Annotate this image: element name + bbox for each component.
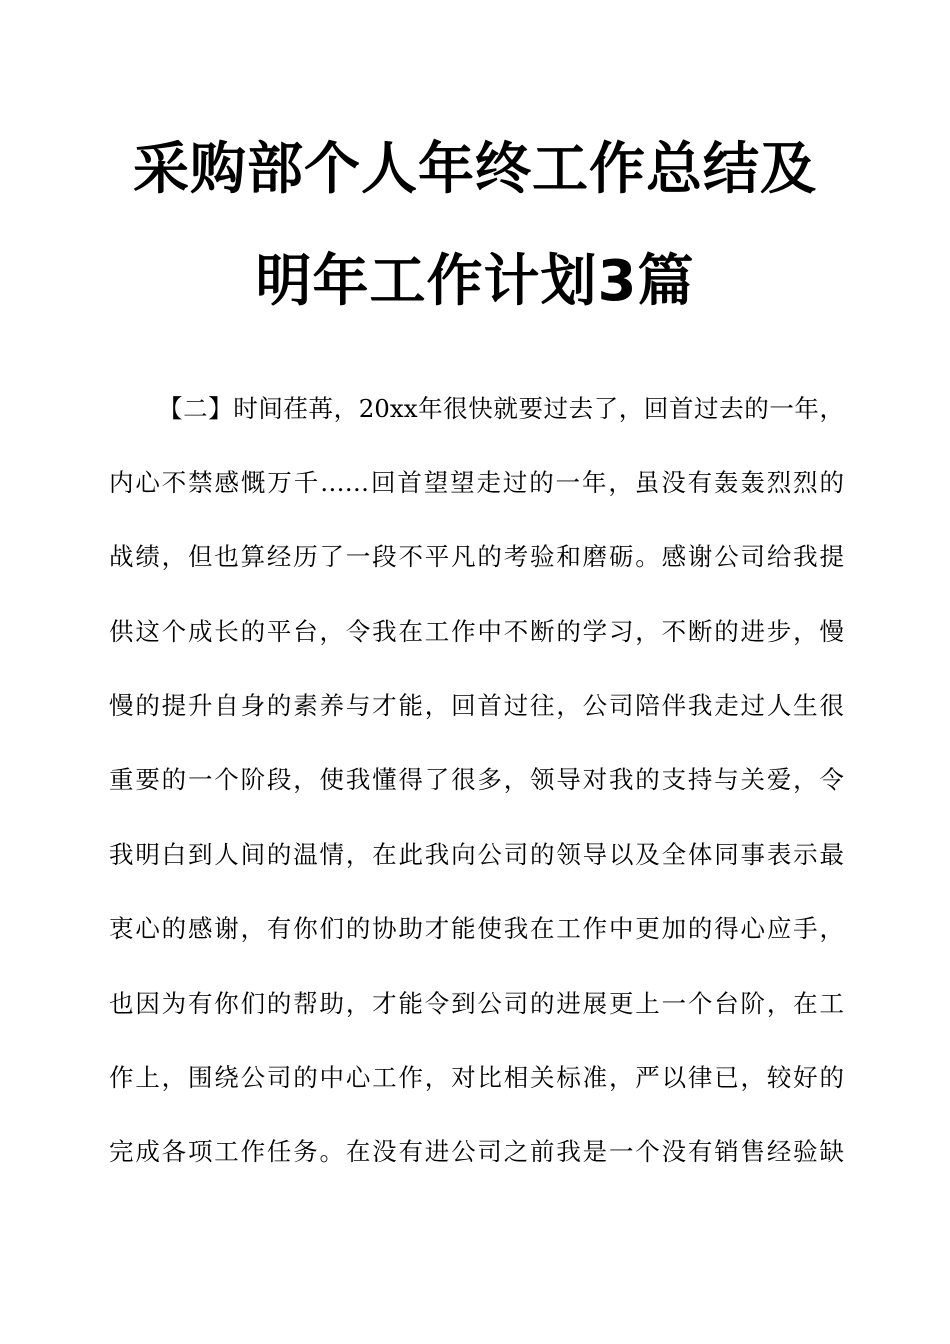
paragraph-line-6: 重要的一个阶段，使我懂得了很多，领导对我的支持与关爱，令: [109, 765, 844, 794]
paragraph-line-11: 完成各项工作任务。在没有进公司之前我是一个没有销售经验缺: [109, 1137, 844, 1166]
paragraph-line-2: 内心不禁感慨万千……回首望望走过的一年，虽没有轰轰烈烈的: [109, 468, 844, 497]
paragraph-line-5: 慢的提升自身的素养与才能，回首过往，公司陪伴我走过人生很: [109, 691, 844, 720]
paragraph-line-3: 战绩，但也算经历了一段不平凡的考验和磨砺。感谢公司给我提: [109, 542, 844, 571]
document-title-line-1: 采购部个人年终工作总结及: [133, 137, 817, 202]
paragraph-line-10: 作上，围绕公司的中心工作，对比相关标准，严以律已，较好的: [109, 1063, 844, 1092]
paragraph-line-1: 【二】时间荏苒，20xx年很快就要过去了，回首过去的一年，: [158, 394, 844, 423]
paragraph-line-7: 我明白到人间的温情，在此我向公司的领导以及全体同事表示最: [109, 840, 844, 869]
paragraph-line-9: 也因为有你们的帮助，才能令到公司的进展更上一个台阶，在工: [109, 989, 844, 1018]
paragraph-line-8: 衷心的感谢，有你们的协助才能使我在工作中更加的得心应手，: [109, 914, 844, 943]
document-title-line-2: 明年工作计划3篇: [255, 249, 695, 314]
paragraph-line-4: 供这个成长的平台，令我在工作中不断的学习，不断的进步，慢: [109, 617, 844, 646]
